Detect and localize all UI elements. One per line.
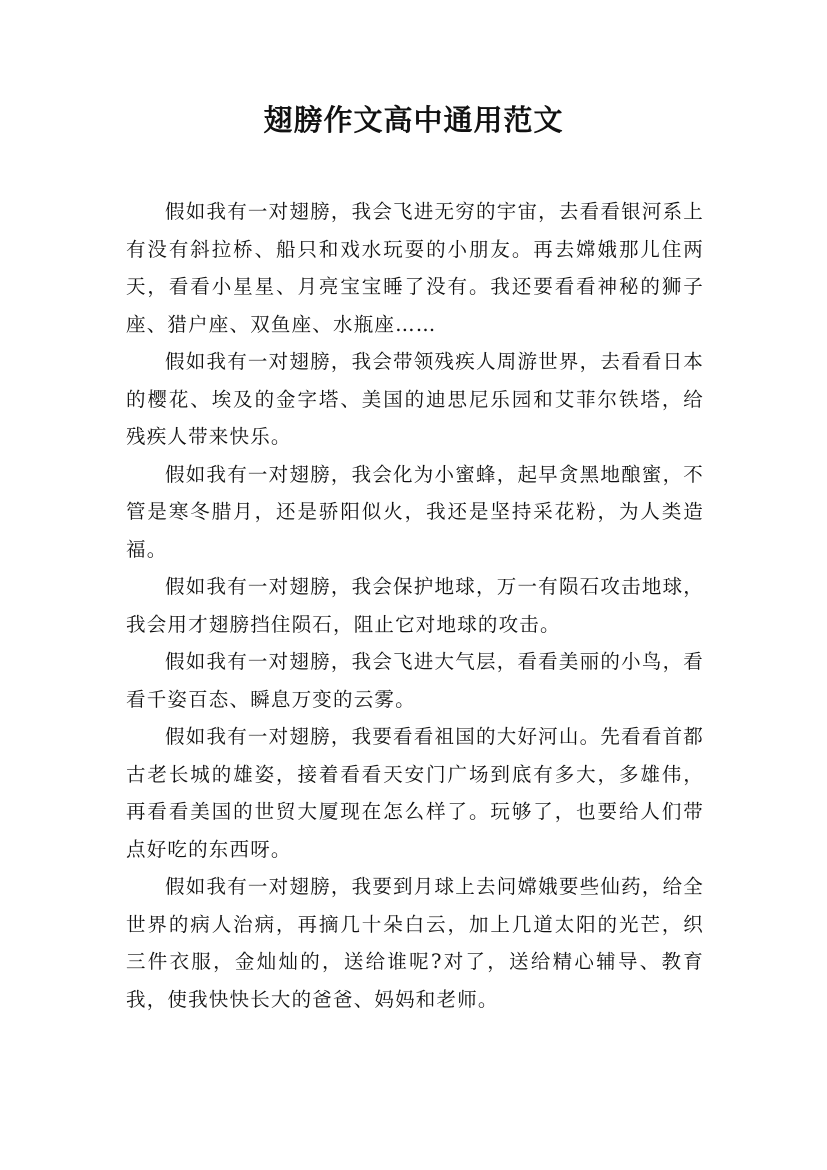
paragraph-4: 假如我有一对翅膀，我会保护地球，万一有陨石攻击地球，我会用才翅膀挡住陨石，阻止它对地球的攻击。 (126, 575, 704, 636)
document-body (126, 193, 704, 1018)
paragraph-2: 假如我有一对翅膀，我会带领残疾人周游世界，去看看日本的樱花、埃及的金字塔、美国的迪思尼乐园和艾菲尔铁塔，给残疾人带来快乐。 (126, 350, 704, 448)
paragraph-1: 假如我有一对翅膀，我会飞进无穷的宇宙，去看看银河系上有没有斜拉桥、船只和戏水玩耍的小朋友。再去嫦娥那儿住两天，看看小星星、月亮宝宝睡了没有。我还要看看神秘的狮子座、猎户座、双鱼座、水瓶座…… (126, 200, 704, 336)
paragraph-7: 假如我有一对翅膀，我要到月球上去问嫦娥要些仙药，给全世界的病人治病，再摘几十朵白云，加上几道太阳的光芒，织三件衣服，金灿灿的，送给谁呢?对了，送给精心辅导、教育我，使我快快长大的爸爸、妈妈和老师。 (126, 875, 704, 1011)
document-title: 翅膀作文高中通用范文 (263, 103, 564, 137)
paragraph-5: 假如我有一对翅膀，我会飞进大气层，看看美丽的小鸟，看看千姿百态、瞬息万变的云雾。 (126, 650, 704, 711)
paragraph-3: 假如我有一对翅膀，我会化为小蜜蜂，起早贪黑地酿蜜，不管是寒冬腊月，还是骄阳似火，我还是坚持采花粉，为人类造福。 (126, 462, 704, 561)
paragraph-6: 假如我有一对翅膀，我要看看祖国的大好河山。先看看首都古老长城的雄姿，接着看看天安门广场到底有多大，多雄伟，再看看美国的世贸大厦现在怎么样了。玩够了，也要给人们带点好吃的东西呀。 (126, 725, 704, 861)
